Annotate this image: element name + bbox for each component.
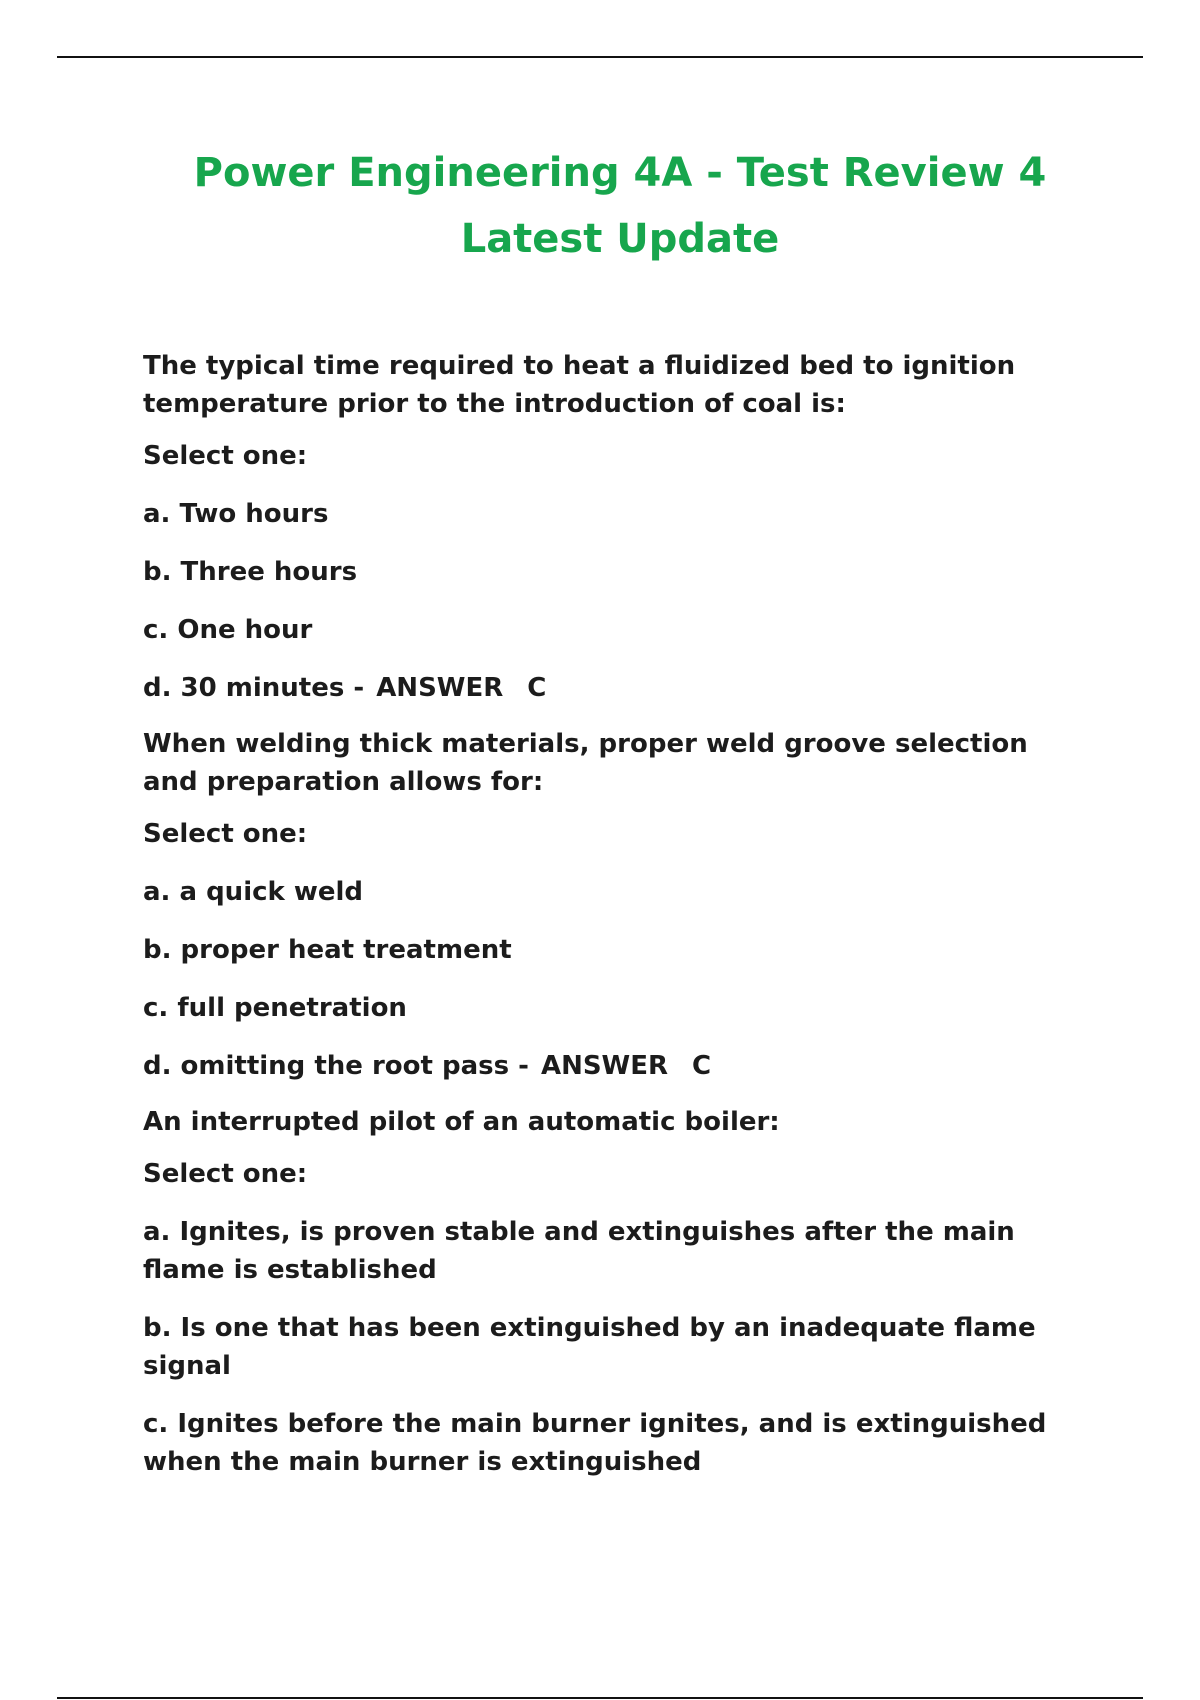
question-2-answer-label: ANSWER — [540, 1051, 669, 1081]
question-1-option-d-text: d. 30 minutes - — [143, 673, 365, 703]
header-rule — [57, 56, 1143, 58]
question-1-option-d — [143, 669, 1083, 707]
question-2-option-c: c. full penetration — [143, 993, 407, 1023]
question-1-option-c: c. One hour — [143, 615, 313, 645]
question-3-option-a: a. Ignites, is proven stable and extinguishes after the main flame is established — [143, 1217, 1015, 1285]
footer-rule — [57, 1697, 1143, 1699]
question-1-prompt: The typical time required to heat a fluidized bed to ignition temperature prior to the introduction of coal is: — [143, 351, 1016, 419]
question-3-option-b: b. Is one that has been extinguished by an inadequate flame signal — [143, 1313, 1036, 1381]
question-1-answer: C — [527, 673, 547, 703]
question-1-option-b: b. Three hours — [143, 557, 358, 587]
question-2-option-a: a. a quick weld — [143, 877, 364, 907]
question-2-prompt: When welding thick materials, proper weld groove selection and preparation allows for: — [143, 729, 1028, 797]
question-2-answer: C — [692, 1051, 712, 1081]
question-2-option-d — [143, 1047, 1083, 1085]
document-title — [100, 140, 1140, 272]
question-2-select-label: Select one: — [143, 819, 308, 849]
question-1-answer-label: ANSWER — [376, 673, 504, 703]
question-2-option-d-text: d. omitting the root pass - — [143, 1051, 529, 1081]
title-line-2: Latest Update — [460, 216, 780, 262]
question-1-select-label: Select one: — [143, 441, 308, 471]
question-3-prompt: An interrupted pilot of an automatic boiler: — [143, 1107, 780, 1137]
question-1-option-a: a. Two hours — [143, 499, 329, 529]
question-3-option-c: c. Ignites before the main burner ignites, and is extinguished when the main burner is extinguished — [143, 1409, 1047, 1477]
title-line-1: Power Engineering 4A - Test Review 4 — [193, 150, 1047, 196]
document-body — [143, 347, 1083, 1501]
question-3-select-label: Select one: — [143, 1159, 308, 1189]
question-2-option-b: b. proper heat treatment — [143, 935, 512, 965]
